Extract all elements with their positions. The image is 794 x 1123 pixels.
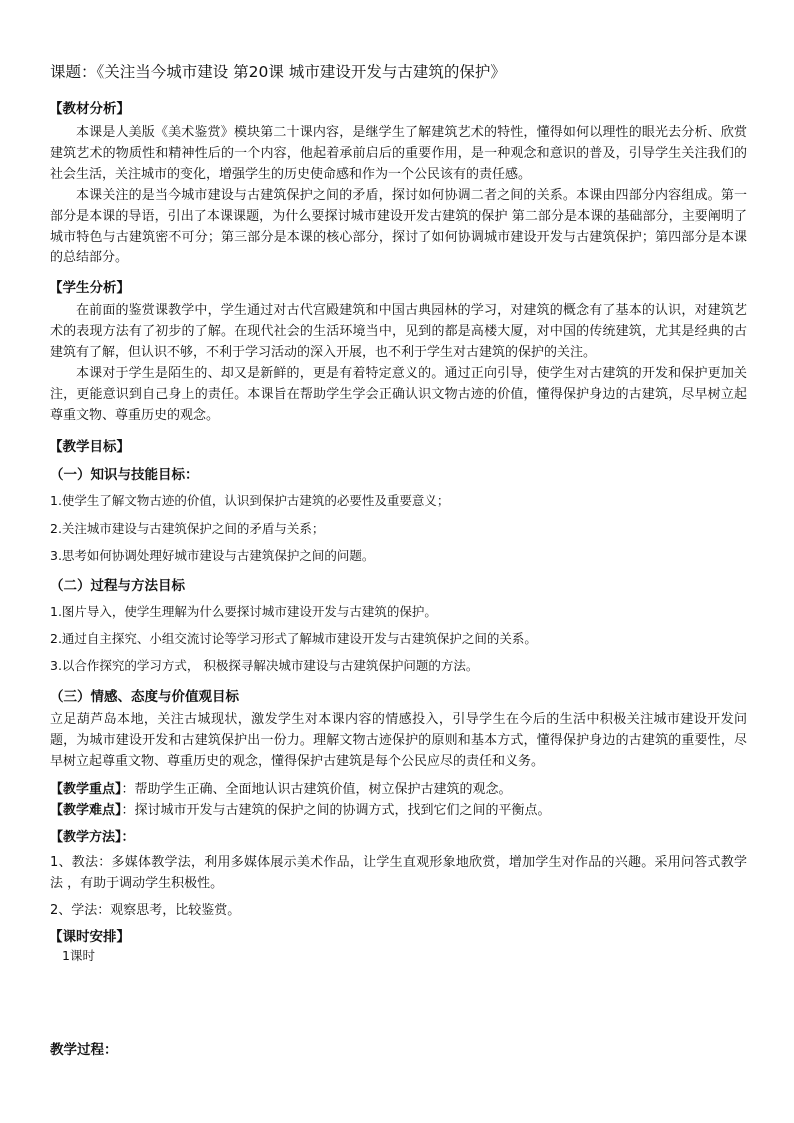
knowledge-item-3: 3.思考如何协调处理好城市建设与古建筑保护之间的问题。 — [50, 548, 375, 563]
emotion-values-heading: （三）情感、态度与价值观目标 — [50, 689, 239, 705]
difficulty-label: 【教学难点】 — [50, 803, 122, 818]
method-label: 【教学方法】 — [50, 830, 122, 845]
student-analysis-paragraph-1: 在前面的鉴赏课教学中，学生通过对古代宫殿建筑和中国古典园林的学习，对建筑的概念有了基本的认识，对建筑艺术的表现方法有了初步的了解。在现代社会的生活环境当中，见到的都是高楼大厦，对中国的传统建筑，尤其是经典的古建筑有了解，但认识不够，不利于学习活动的深入开展，也不利于学生对古建筑的保护的关注。 — [50, 303, 747, 360]
emotion-values-paragraph: 立足葫芦岛本地，关注古城现状，激发学生对本课内容的情感投入，引导学生在今后的生活中积极关注城市建设开发问题，为城市建设开发和古建筑保护出一份力。理解文物古迹保护的原则和基本方式，懂得保护身边的古建筑的重要性，尽早树立起尊重文物、尊重历史的观念，懂得保护古建筑是每个公民应尽的责任和义务。 — [50, 712, 747, 769]
material-analysis-heading: 【教材分析】 — [49, 101, 130, 117]
knowledge-skills-heading: （一）知识与技能目标： — [50, 467, 199, 483]
method-learning-line: 2、学法：观察思考，比较鉴赏。 — [50, 903, 241, 918]
schedule-heading: 【课时安排】 — [49, 929, 130, 945]
schedule-text: 1课时 — [62, 948, 95, 963]
process-method-heading: （二）过程与方法目标 — [50, 578, 185, 594]
key-point-line — [50, 778, 512, 797]
lesson-title: 课题：《关注当今城市建设 第20课 城市建设开发与古建筑的保护》 — [50, 63, 506, 81]
material-analysis-paragraph-2: 本课关注的是当今城市建设与古建筑保护之间的矛盾，探讨如何协调二者之间的关系。本课由四部分内容组成。第一部分是本课的导语，引出了本课课题，为什么要探讨城市建设开发古建筑的保护 第二部分是本课的基础部分，主要阐明了城市特色与古建筑密不可分；第三部分是本课的核心部分，探讨了如何协调城市建设开发与古建筑保护；第四部分是本课的总结部分。 — [50, 188, 747, 266]
material-analysis-paragraph-1: 本课是人美版《美术鉴赏》模块第二十课内容，是继学生了解建筑艺术的特性，懂得如何以理性的眼光去分析、欣赏建筑艺术的物质性和精神性后的一个内容，他起着承前启后的重要作用，是一种观念和意识的普及，引导学生关注我们的社会生活，关注城市的变化，增强学生的历史使命感和作为一个公民该有的责任感。 — [50, 125, 747, 182]
knowledge-item-2: 2.关注城市建设与古建筑保护之间的矛盾与关系； — [50, 521, 325, 536]
process-item-3: 3.以合作探究的学习方式， 积极探寻解决城市建设与古建筑保护问题的方法。 — [50, 658, 479, 673]
teaching-process-heading: 教学过程： — [50, 1042, 118, 1058]
knowledge-item-1: 1.使学生了解文物古迹的价值，认识到保护古建筑的必要性及重要意义； — [50, 493, 450, 508]
method-heading-line — [50, 826, 135, 845]
method-teaching-paragraph: 1、教法：多媒体教学法，利用多媒体展示美术作品，让学生直观形象地欣赏，增加学生对作品的兴趣。采用问答式教学法 ，有助于调动学生积极性。 — [50, 855, 747, 891]
student-analysis-heading: 【学生分析】 — [49, 280, 130, 296]
key-point-text: ：帮助学生正确、全面地认识古建筑价值，树立保护古建筑的观念。 — [121, 782, 512, 797]
student-analysis-paragraph-2: 本课对于学生是陌生的、却又是新鲜的，更是有着特定意义的。通过正向引导，使学生对古建筑的开发和保护更加关注，更能意识到自己身上的责任。本课旨在帮助学生学会正确认识文物古迹的价值，懂得保护身边的古建筑，尽早树立起尊重文物、尊重历史的观念。 — [50, 366, 747, 423]
process-item-2: 2.通过自主探究、小组交流讨论等学习形式了解城市建设开发与古建筑保护之间的关系。 — [50, 631, 537, 646]
difficulty-line — [50, 799, 551, 818]
process-item-1: 1.图片导入，使学生理解为什么要探讨城市建设开发与古建筑的保护。 — [50, 604, 437, 619]
key-point-label: 【教学重点】 — [50, 782, 122, 797]
difficulty-text: ：探讨城市开发与古建筑的保护之间的协调方式，找到它们之间的平衡点。 — [121, 803, 551, 818]
method-suffix: ： — [121, 830, 135, 845]
teaching-goals-heading: 【教学目标】 — [49, 439, 130, 455]
